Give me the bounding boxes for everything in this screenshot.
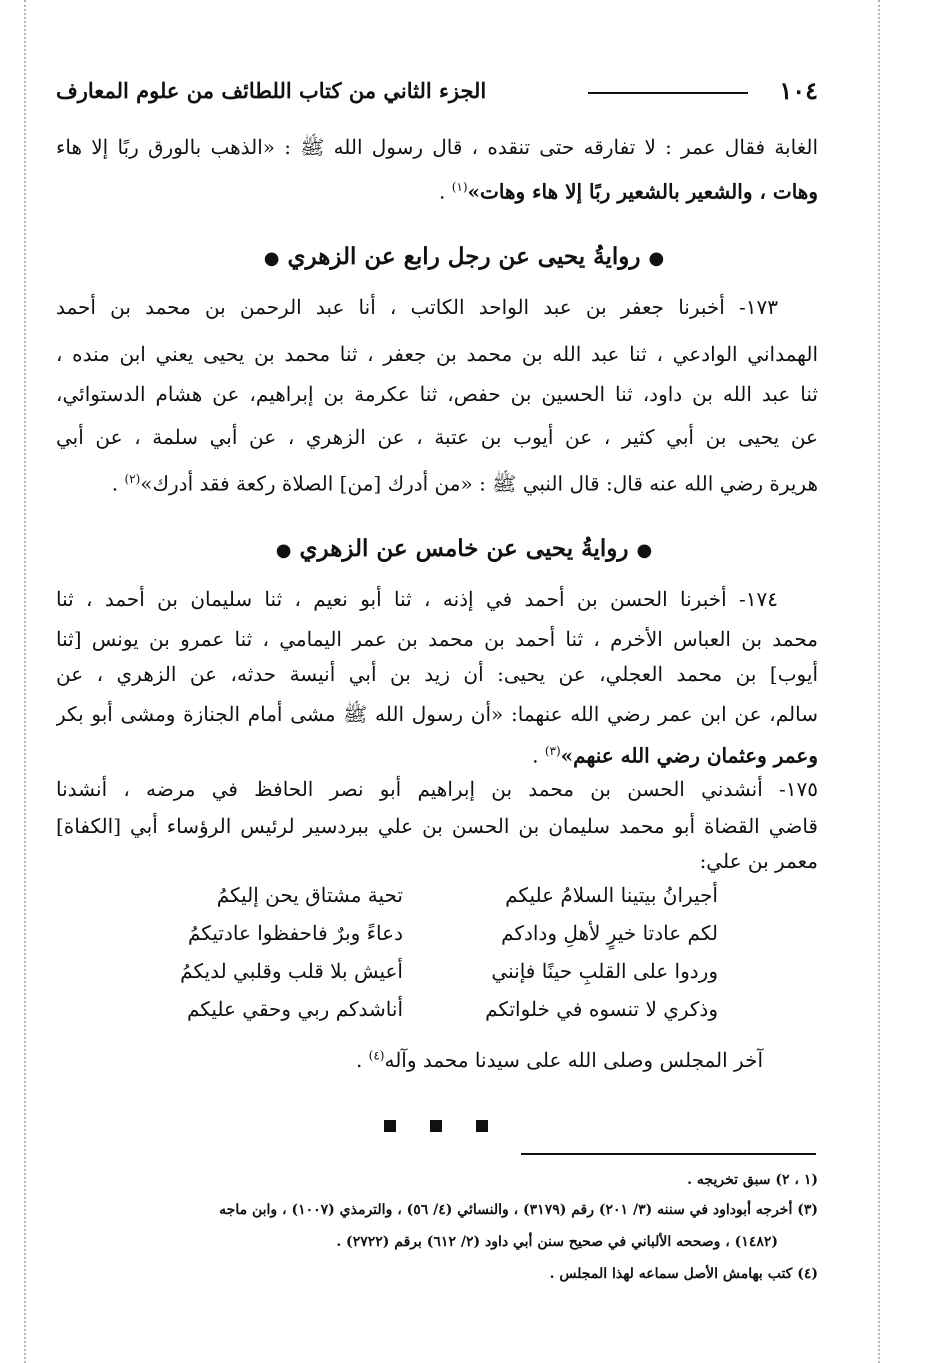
- page-edge-right: [878, 0, 880, 1363]
- poem-verse-1-second-hemistich: تحية مشتاق يحن إليكمُ: [216, 883, 403, 907]
- closing-text: آخر المجلس وصلى الله على سيدنا محمد وآله: [384, 1048, 763, 1072]
- footnote-marker-2: (٢): [124, 472, 141, 486]
- hadith-175-line-3: معمر بن علي:: [699, 849, 818, 873]
- intro-line-2-text: وهات ، والشعير بالشعير ربًا إلا هاء وهات»: [467, 179, 818, 204]
- footnote-3-line-2: (١٤٨٢) ، وصححه الألباني في صحيح سنن أبي داود (٢/ ٦١٢) برقم (٢٧٢٢) .: [336, 1234, 778, 1250]
- hadith-174-line-3: أيوب] بن محمد العجلي، عن يحيى: أن زيد بن أبي أنيسة حدثه، عن الزهري ، عن: [56, 662, 818, 686]
- poem-verse-3-first-hemistich: وردوا على القلبِ حينًا فإنني: [491, 959, 718, 983]
- intro-line-2: [56, 173, 818, 206]
- hadith-174-line-5-text: وعمر وعثمان رضي الله عنهم»: [560, 743, 818, 768]
- section-heading-2-text: روايةُ يحيى عن خامس عن الزهري: [299, 535, 629, 562]
- hadith-173-line-4: عن يحيى بن أبي كثير ، عن أيوب بن عتبة ، عن الزهري ، عن أبي سلمة ، عن أبي: [56, 425, 818, 449]
- hadith-173-line-5-end: .: [111, 471, 125, 496]
- poem-verse-2-first-hemistich: لكم عادتا خيرٍ لأهلِ ودادكم: [501, 921, 718, 945]
- poem-verse-4-first-hemistich: وذكري لا تنسوه في خلواتكم: [485, 997, 718, 1021]
- hadith-173-line-1: ١٧٣- أخبرنا جعفر بن عبد الواحد الكاتب ، أنا عبد الرحمن بن محمد بن أحمد: [56, 295, 778, 319]
- footnote-marker-3: (٣): [544, 744, 561, 758]
- hadith-175-line-1: ١٧٥- أنشدني الحسن بن محمد بن إبراهيم أبو نصر الحافظ في مرضه ، أنشدنا: [56, 777, 818, 801]
- footnote-marker-1: (١): [451, 180, 468, 194]
- running-header: [56, 70, 818, 110]
- separator-square-3: [476, 1120, 488, 1132]
- hadith-173-line-5-text: هريرة رضي الله عنه قال: قال النبي ﷺ : «من أدرك [من] الصلاة ركعة فقد أدرك»: [140, 471, 818, 496]
- section-heading-1: ● روايةُ يحيى عن رجل رابع عن الزهري ●: [263, 243, 665, 270]
- footnote-rule: [521, 1153, 816, 1155]
- intro-line-1: الغابة فقال عمر : لا تفارقه حتى تنقده ، قال رسول الله ﷺ : «الذهب بالورق ربًا إلا هاء: [56, 135, 818, 159]
- hadith-174-line-4: سالم، عن ابن عمر رضي الله عنهما: «أن رسول الله ﷺ مشى أمام الجنازة ومشى أبو بكر: [56, 702, 818, 726]
- closing-end: .: [355, 1048, 369, 1072]
- hadith-174-line-2: محمد بن العباس الأخرم ، ثنا أحمد بن محمد بن عمر اليمامي ، ثنا عمرو بن يونس [ثنا: [56, 627, 818, 651]
- hadith-173-line-2: الهمداني الوادعي ، ثنا عبد الله بن محمد بن جعفر ، ثنا محمد بن يحيى يعني ابن منده ،: [56, 342, 818, 366]
- hadith-174-line-5-end: .: [532, 743, 545, 768]
- poem-verse-4-second-hemistich: أناشدكم ربي وحقي عليكم: [186, 997, 403, 1021]
- section-heading-1-text: روايةُ يحيى عن رجل رابع عن الزهري: [287, 243, 641, 270]
- closing-line: [356, 1048, 763, 1072]
- hadith-174-line-1: ١٧٤- أخبرنا الحسن بن أحمد في إذنه ، ثنا أبو نعيم ، ثنا سليمان بن أحمد ، ثنا: [56, 587, 778, 611]
- footnote-marker-4: (٤): [368, 1048, 385, 1063]
- hadith-175-line-2: قاضي القضاة أبو محمد سليمان بن الحسن بن علي ببردسير لرئيس الرؤساء أبي [الكفاة]: [56, 814, 818, 838]
- poem-verse-3-second-hemistich: أعيش بلا قلب وقلبي لديكمُ: [180, 959, 403, 983]
- poem-verse-2-second-hemistich: دعاءً وبرٌ فاحفظوا عادتيكمُ: [188, 921, 403, 945]
- hadith-173-line-3: ثنا عبد الله بن داود، ثنا الحسين بن حفص، ثنا عكرمة بن إبراهيم، عن هشام الدستوائي،: [56, 382, 818, 406]
- footnote-3-line-1: (٣) أخرجه أبوداود في سننه (٣/ ٢٠١) رقم (٣١٧٩) ، والنسائي (٤/ ٥٦) ، والترمذي (١٠٠٧) ، وابن ماجه: [219, 1202, 818, 1218]
- separator-square-1: [384, 1120, 396, 1132]
- footnote-4: (٤) كتب بهامش الأصل سماعه لهذا المجلس .: [549, 1266, 818, 1282]
- running-title: الجزء الثاني من كتاب اللطائف من علوم المعارف: [56, 78, 487, 103]
- section-heading-2: ● روايةُ يحيى عن خامس عن الزهري ●: [275, 535, 653, 562]
- header-rule: [588, 92, 748, 94]
- page-edge-left: [24, 0, 26, 1363]
- footnote-1: (١ ، ٢) سبق تخريجه .: [687, 1172, 818, 1188]
- section-separator: [384, 1120, 488, 1134]
- poem-verse-1-first-hemistich: أجيرانُ بيتينا السلامُ عليكم: [505, 883, 718, 907]
- page-number: ١٠٤: [779, 76, 818, 105]
- intro-line-2-end: .: [438, 179, 452, 204]
- hadith-174-line-5: [56, 737, 818, 770]
- separator-square-2: [430, 1120, 442, 1132]
- hadith-173-line-5: [56, 465, 818, 498]
